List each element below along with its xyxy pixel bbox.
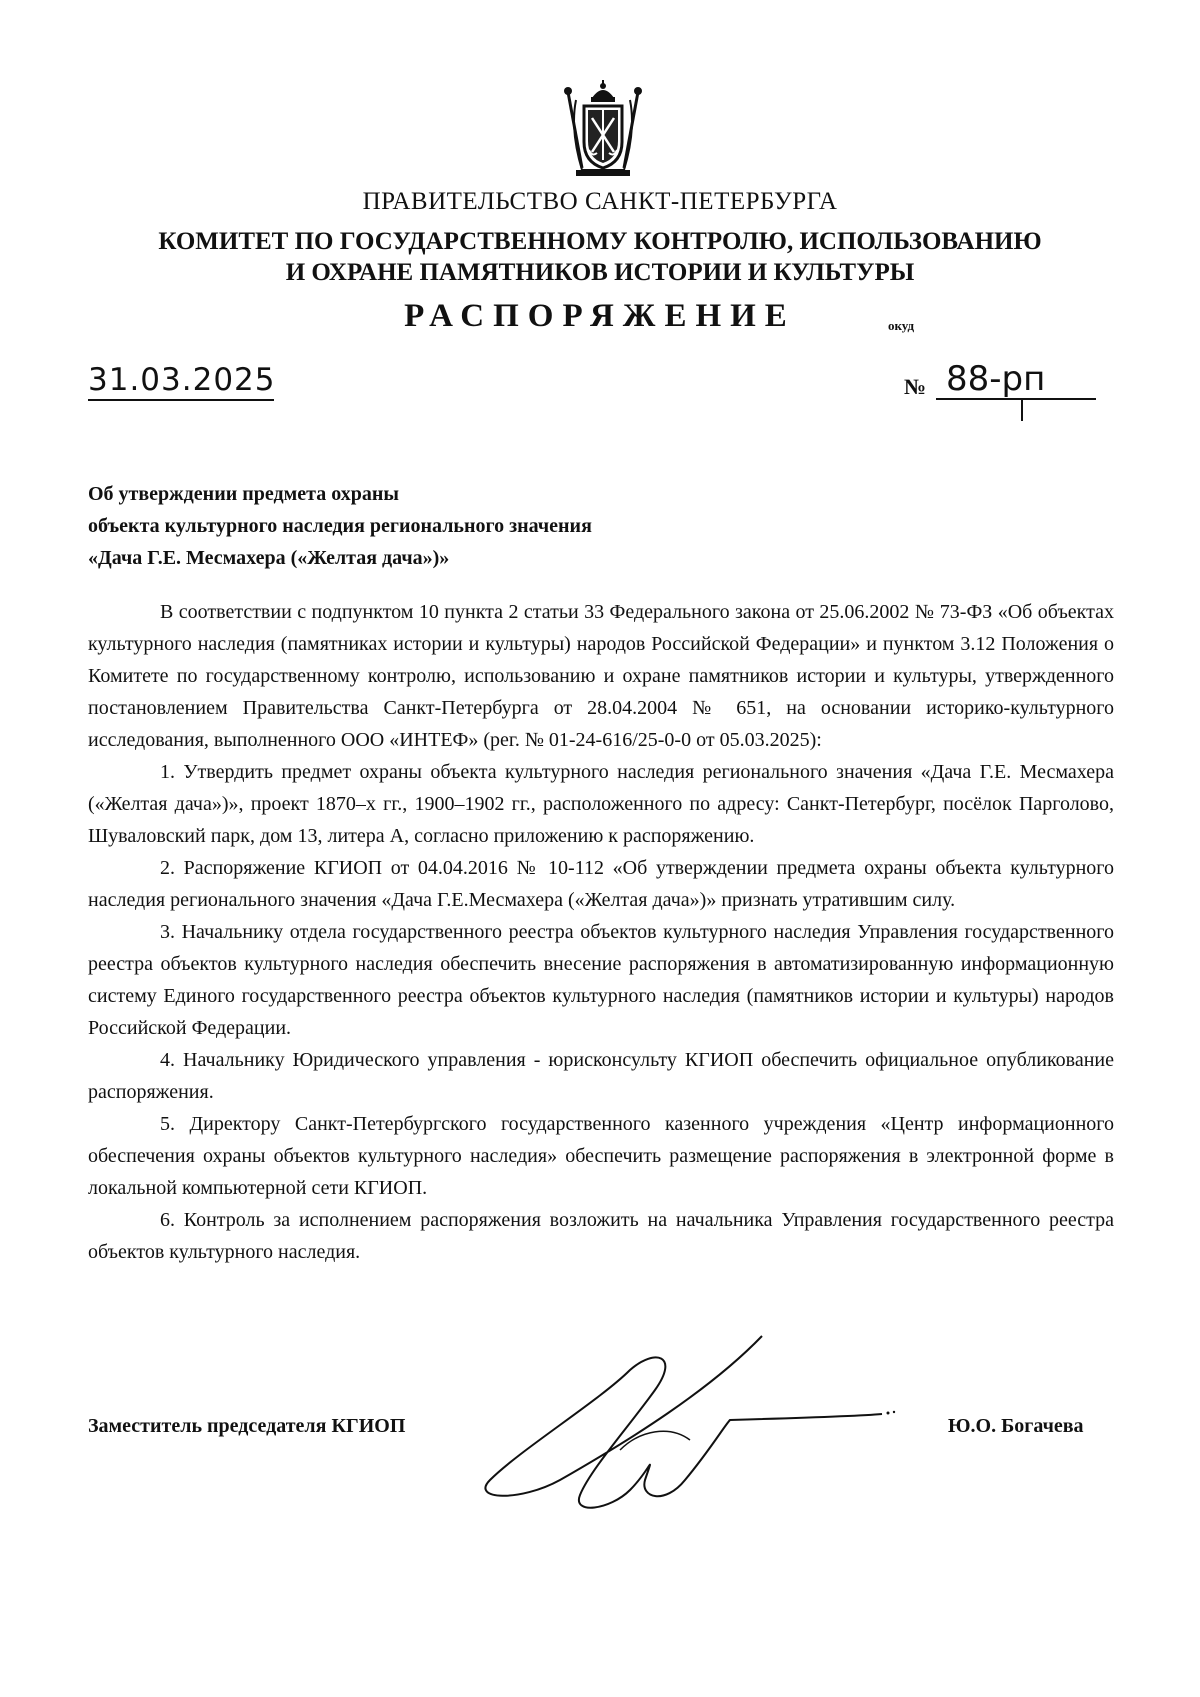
coat-of-arms-icon <box>562 80 644 180</box>
document-number: 88-рп <box>936 360 1096 400</box>
signer-name: Ю.О. Богачева <box>948 1415 1084 1437</box>
order-item-5: 5. Директору Санкт-Петербургского государственного казенного учреждения «Центр информационного обеспечения охраны объектов культурного наследия» обеспечить размещение распоряжения в электронной форме в локальной компьютерной сети КГИОП. <box>88 1113 1114 1199</box>
order-item-6: 6. Контроль за исполнением распоряжения возложить на начальника Управления государственного реестра объектов культурного наследия. <box>88 1209 1114 1263</box>
signer-title: Заместитель председателя КГИОП <box>88 1415 406 1437</box>
subject-line-3: «Дача Г.Е. Месмахера («Желтая дача»)» <box>88 547 450 569</box>
committee-line-2: И ОХРАНЕ ПАМЯТНИКОВ ИСТОРИИ И КУЛЬТУРЫ <box>285 259 915 286</box>
number-label: № <box>904 374 927 399</box>
document-type: РАСПОРЯЖЕНИЕ <box>404 298 796 334</box>
okud-label: окуд <box>888 318 915 333</box>
handwritten-signature-icon <box>480 1330 940 1520</box>
subject-line-1: Об утверждении предмета охраны <box>88 483 399 505</box>
document-date: 31.03.2025 <box>88 362 274 401</box>
subject-line-2: объекта культурного наследия регионального значения <box>88 515 592 537</box>
document-body <box>88 596 1114 1268</box>
order-item-2: 2. Распоряжение КГИОП от 04.04.2016 № 10-112 «Об утверждении предмета охраны объекта культурного наследия регионального значения «Дача Г.Е.Месмахера («Желтая дача»)» признать утратившим силу. <box>88 857 1114 911</box>
document-subject <box>88 478 592 574</box>
committee-line-1: КОМИТЕТ ПО ГОСУДАРСТВЕННОМУ КОНТРОЛЮ, ИСПОЛЬЗОВАНИЮ <box>158 228 1042 255</box>
government-name: ПРАВИТЕЛЬСТВО САНКТ-ПЕТЕРБУРГА <box>362 188 838 215</box>
order-item-1: 1. Утвердить предмет охраны объекта культурного наследия регионального значения «Дача Г.Е. Месмахера («Желтая дача»)», проект 1870–х гг., 1900–1902 гг., расположенного по адресу: Санкт-Петербург, посёлок Парголово, Шуваловский парк, дом 13, литера А, согласно приложению к распоряжению. <box>88 761 1114 847</box>
committee-name <box>0 226 1200 288</box>
order-item-4: 4. Начальнику Юридического управления - юрисконсульту КГИОП обеспечить официальное опубликование распоряжения. <box>88 1049 1114 1103</box>
order-item-3: 3. Начальнику отдела государственного реестра объектов культурного наследия Управления государственного реестра объектов культурного наследия обеспечить внесение распоряжения в автоматизированную информационную систему Единого государственного реестра объектов культурного наследия (памятников истории и культуры) народов Российской Федерации. <box>88 921 1114 1039</box>
number-underline-tick <box>1021 399 1023 421</box>
preamble-paragraph: В соответствии с подпунктом 10 пункта 2 статьи 33 Федерального закона от 25.06.2002 № 73-ФЗ «Об объектах культурного наследия (памятниках истории и культуры) народов Российской Федерации» и пунктом 3.12 Положения о Комитете по государственному контролю, использованию и охране памятников истории и культуры, утвержденного постановлением Правительства Санкт-Петербурга от 28.04.2004 № 651, на основании историко-культурного исследования, выполненного ООО «ИНТЕФ» (рег. № 01-24-616/25-0-0 от 05.03.2025): <box>88 601 1114 751</box>
